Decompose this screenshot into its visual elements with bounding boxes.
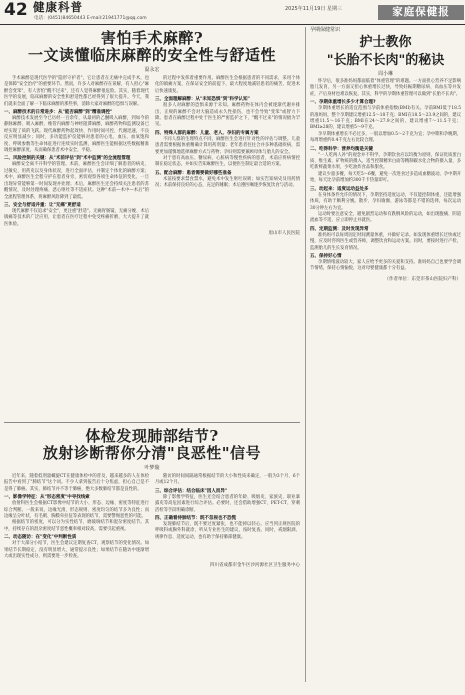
section-heading: 二、风险控制的关键：从"术前评估"到"术中监测"的全流程管理 xyxy=(4,156,131,162)
section-heading: 一、影像学特征：从"形态密度"中寻找线索 xyxy=(4,495,90,501)
paragraph: 现代麻醉不仅追求"安全"，更注重"舒适"。无痛胃肠镜、无痛分娩、术后镇痛等技术的广泛应用，让患者在医疗过程中免受疼痛折磨，大大提升了就医体验。 xyxy=(4,208,149,227)
paragraph: 根据结节的密度，可以分为实性结节、磨玻璃结节和混杂密度结节。其中，持续存在的混杂密度结节恶性概率相对较高，需要引起重视。 xyxy=(4,520,149,532)
column-divider xyxy=(305,27,306,682)
sidebar-byline: 周小琳 xyxy=(377,71,393,77)
paragraph: 建议少量多餐，每天吃5～6餐，避免一次进食过多造成血糖波动。孕中期开始，每天比孕前增加约300千卡热量即可。 xyxy=(310,171,461,184)
paragraph: 麻醉技术发展至今已历经一百余年，从最初的乙醚吸入麻醉，到如今的静脉麻醉、吸入麻醉、椎管内麻醉与神经阻滞麻醉，麻醉药物和监测设备已经实现了质的飞跃。现代麻醉药物起效快、作用时间可控、代谢迅速，不良反应明显减少；同时，多功能监护仪能够对患者的心电、血压、血氧饱和度、呼吸参数等生命体征进行连续实时监测，麻醉医生能根据这些数据精准调控麻醉深度，从而确保患者术中安全、平稳。 xyxy=(4,116,149,154)
paragraph: 孕早期体重增长不必过多，一般以增加0.5～2千克为宜；孕中期和孕晚期，每周增重约0.4千克左右比较合理。 xyxy=(310,131,461,144)
section-heading: 三、安全与舒适并重：让"无痛"更舒适 xyxy=(4,202,81,208)
article-author-unit: 眉山市人民医院 xyxy=(268,231,300,237)
paragraph: 发现肺结节后，既不要过度紧张，也不能掉以轻心。应当到正规医院的呼吸科或胸外科就诊，听从专业医生的建议，按时复查。同时，戒烟限酒、规律作息、适度运动，也有助于保持肺部健康。 xyxy=(155,522,300,540)
section-heading: 五、保持好心情 xyxy=(310,253,342,259)
paragraph: 麻醉安全离不开科学的管理。术前，麻醉医生会详细了解患者的病史、过敏史、用药史以及身体状况，进行全面评估，并制定个体化的麻醉方案；术中，麻醉医生全程守护在患者身旁，密切观察各项生命体征的变化，一旦出现异常能够第一时间发现并处理；术后，麻醉医生还会持续关注患者的苏醒情况，及时处理疼痛、恶心呕吐等不适症状。这种"术前—术中—术后"的全流程管理体系，将麻醉风险降到了最低。 xyxy=(4,162,149,200)
issue-date: 2025年11月19日 星期三 xyxy=(285,6,343,12)
paragraph: 近年来，随着低剂量螺旋CT在健康体检中的普及，越来越多的人在体检报告中看到了"肺结节"这个词。不少人拿到报告后十分焦虑，担心自己是不是得了肺癌。其实，肺结节并不等于肺癌，绝大多数肺结节都是良性的。 xyxy=(4,474,149,492)
article-left-column xyxy=(4,76,149,228)
section-heading: 一、麻醉技术的日常进步：从"能否麻醉"到"精准调控" xyxy=(4,110,113,116)
section-heading: 五、配合麻醉：患者需要做好哪些准备 xyxy=(155,170,232,176)
hotline-text: 电话：(0451)84650443 E-mail:21941771@qq.com xyxy=(34,16,147,21)
column-title: 健康科普 xyxy=(33,0,83,14)
article-lung-nodule xyxy=(4,428,300,568)
section-heading: 四、特殊人群的麻醉：儿童、老人、孕妇的专属方案 xyxy=(155,130,259,136)
article2-body xyxy=(4,474,300,560)
article-right-column xyxy=(155,76,300,228)
article-separator xyxy=(4,422,300,423)
paragraph: 放射科医生会根据CT影像中结节的大小、形态、边缘、密度等特征进行综合判断。一般来说，边缘光滑、形态规则、密度均匀的结节多为良性；而边缘呈分叶状、有毛刺、胸膜牵拉征等表现的结节，需要警惕恶性的可能。 xyxy=(4,501,149,520)
paragraph: 孕期体重增长的适宜范围与孕前体重指数(BMI)有关。孕前BMI低于18.5的准妈妈，整个孕期建议增重12.5～18千克；BMI在18.5～23.9之间的，建议增重11.5～16千克；BMI在24～27.9之间的，建议增重7～11.5千克；BMI≥28的，建议增重5～9千克。 xyxy=(310,106,461,131)
paragraph: 对于患有高血压、糖尿病、心脏病等慢性疾病的患者，术前应将病情控制在稳定状态，并如实告知麻醉医生，以便医生制定最合适的方案。 xyxy=(155,156,300,168)
paragraph: 除了影像学特征，医生还会结合患者的年龄、吸烟史、家族史、职业暴露史等高危因素进行综合评估。必要时，还会借助增强CT、PET-CT、穿刺活检等手段明确诊断。 xyxy=(155,494,300,513)
paragraph: 在身体条件允许的情况下，孕期坚持适度运动，不仅能控制体重，还能增强体质，有助于顺利分娩。散步、孕妇瑜伽、游泳等都是不错的选择，每次运动30分钟左右为宜。 xyxy=(310,192,461,211)
section-heading: 四、定期监测：及时发现异常 xyxy=(310,226,369,232)
article-title-line2: 一文读懂临床麻醉的安全性与舒适性 xyxy=(27,46,276,64)
newspaper-brand: 家庭保健报 xyxy=(378,5,464,20)
paragraph: 很多人对麻醉的恐惧来源于未知。麻醉药物在体内会被逐渐代谢并排出，正规的麻醉不会对大脑造成永久性损伤，也不会导致"变笨"或智力下降。患者在麻醉过程中处于医生的严密监护之下，"醒不过来"的情况极为罕见。 xyxy=(155,103,300,128)
paragraph: 手术麻醉是现代医学的"隐形守护者"，它让患者在无痛中完成手术，也是保障"安全治疗"的重要环节。然而，许多人对麻醉存在误解，有人担心"麻醉会变笨"，有人害怕"醒不过来"，还有人觉得麻醉很危险。其实，随着现代医学的发展，临床麻醉的安全性和舒适性都已经得到了很大提升。今天，我们就来全面了解一下临床麻醉的那些事，消除大家对麻醉的恐惧与误解。 xyxy=(4,76,149,107)
section-heading: 三、全面理解麻醉：从"未知恐惧"到"科学认知" xyxy=(155,97,250,103)
article-byline: 温永宏 xyxy=(144,67,160,73)
paragraph: 术前按要求禁食禁水，避免术中发生呕吐误吸；如实告知病史及用药情况；术前保持良好的心态，充足的睡眠；术后遵医嘱逐步恢复饮食与活动。 xyxy=(155,176,300,189)
paragraph: 准妈妈可以每周固定时间测量体重，并做好记录。如发现体重增长过快或过慢，应及时咨询医生或营养师，调整饮食和运动方案。同时，要按时进行产检，监测胎儿的生长发育情况。 xyxy=(310,232,461,251)
sidebar-body xyxy=(310,79,461,273)
sidebar-title-line1: 护士教你 xyxy=(359,35,412,50)
page-number: 42 xyxy=(4,0,28,20)
paragraph: "一人吃两人补"的观念并不科学。孕期饮食应以均衡为原则，保证优质蛋白质、维生素、矿物质的摄入，适当控制精米白面等精制碳水化合物的摄入量，多吃新鲜蔬菜水果，少吃油炸食品和甜食。 xyxy=(310,152,461,171)
section-heading: 二、动态随访：在"变化"中判断性质 xyxy=(4,535,77,541)
sidebar-footer: （作者单位：东莞市茶山医院妇产科） xyxy=(384,276,461,282)
paragraph: 怀孕后，很多准妈妈都面临着"体重管理"的难题。一方面担心营养不足影响胎儿发育，另一方面又担心体重增长过快，导致妊娠期糖尿病、高血压等并发症，产后身材也难以恢复。其实，科学的孕期体重管理可以做到"长胎不长肉"。 xyxy=(310,79,461,97)
article-anesthesia xyxy=(4,30,300,236)
paragraph: 对于大部分小结节，医生会建议定期复查CT，观察结节的变化情况。如果结节长期稳定，没有明显增大，通常提示良性；如果结节在随访中逐渐增大或出现实性成分，则需要进一步检查。 xyxy=(4,541,149,560)
paragraph: 孕期情绪波动较大，家人应给予更多的关爱和支持。准妈妈自己也要学会调节情绪，保持心情愉悦，这对母婴健康都十分有益。 xyxy=(310,259,461,272)
paragraph: 的过程中发挥着重要作用。麻醉医生会根据患者的不同需求，采用个体化的镇痛方案，在保证安全的前提下，最大程度地减轻患者的痛苦，促进术后快速康复。 xyxy=(155,76,300,94)
paragraph: 随访的时间间隔通常根据结节的大小和性质来确定，一般为3个月、6个月或12个月。 xyxy=(155,474,300,486)
article-body xyxy=(4,76,300,228)
page-header xyxy=(0,0,465,25)
paragraph: 运动时要注意安全，避免剧烈运动和有跌倒风险的运动，如出现腹痛、阴道流血等不适，应立即停止并就医。 xyxy=(310,211,461,224)
sidebar-pregnancy xyxy=(310,26,461,282)
paragraph: 不同人群的生理特点不同，麻醉医生会进行针对性的评估与调整。儿童患者需要根据体重精确计算用药剂量；老年患者往往合并多种基础疾病，需要更加谨慎地选择麻醉方式与药物；孕妇则需要兼顾母体与胎儿的安全。 xyxy=(155,136,300,155)
article2-author-unit: 四川省成都市金牛区沙河源社区卫生服务中心 xyxy=(210,563,300,569)
section-heading: 三、动起来：适度运动益处多 xyxy=(310,186,369,192)
sidebar-caption: 孕期保健常识 xyxy=(310,27,341,33)
article2-title-line1: 体检发现肺部结节? xyxy=(85,427,219,445)
article2-left-column xyxy=(4,474,149,560)
article2-byline: 叶梦璇 xyxy=(144,465,160,471)
section-heading: 四、正确看待肺结节：既不忽视也不恐慌 xyxy=(155,516,236,522)
article2-right-column xyxy=(155,474,300,560)
section-heading: 三、综合评估：结合临床"因人而异" xyxy=(155,488,228,494)
sidebar-title-line2: "长胎不长肉"的秘诀 xyxy=(326,53,445,68)
article2-title-line2: 放射诊断帮你分清"良恶性"信号 xyxy=(42,444,262,462)
article-title-line1: 害怕手术麻醉? xyxy=(100,29,204,47)
section-heading: 一、孕期体重增长多少才算合理? xyxy=(310,100,376,106)
section-heading: 二、吃得科学：营养均衡是关键 xyxy=(310,146,373,152)
